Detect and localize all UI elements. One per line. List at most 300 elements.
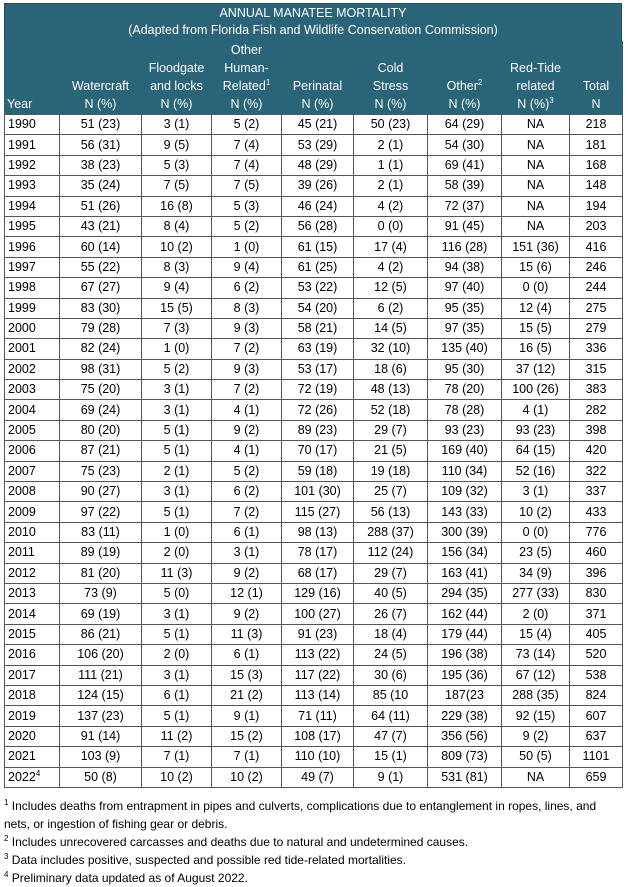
data-cell: 143 (33) (428, 502, 502, 522)
data-cell: 11 (3) (142, 563, 212, 583)
data-cell: 2 (0) (502, 604, 570, 624)
data-cell: 110 (10) (282, 747, 354, 767)
data-cell: 9 (1) (354, 767, 428, 787)
year-cell: 2001 (5, 339, 60, 359)
data-cell: 109 (32) (428, 482, 502, 502)
data-cell: 98 (31) (60, 359, 142, 379)
mortality-table-container (4, 3, 622, 887)
column-header-line: Red-Tide (510, 61, 561, 75)
data-cell: 78 (17) (282, 543, 354, 563)
data-cell: 85 (10 (354, 685, 428, 705)
data-cell: 383 (570, 380, 623, 400)
data-cell: 405 (570, 624, 623, 644)
data-cell: 11 (3) (212, 624, 282, 644)
table-row (5, 359, 623, 379)
data-cell: 356 (56) (428, 726, 502, 746)
data-cell: 607 (570, 706, 623, 726)
year-cell: 1990 (5, 115, 60, 135)
data-cell: 137 (23) (60, 706, 142, 726)
year-cell: 2008 (5, 482, 60, 502)
data-cell: 7 (1) (212, 747, 282, 767)
data-cell: 61 (15) (282, 237, 354, 257)
data-cell: 29 (7) (354, 563, 428, 583)
data-cell: 3 (1) (142, 115, 212, 135)
data-cell: 97 (35) (428, 318, 502, 338)
data-cell: 95 (35) (428, 298, 502, 318)
data-cell: 4 (1) (502, 400, 570, 420)
data-cell: NA (502, 115, 570, 135)
data-cell: 1 (0) (212, 237, 282, 257)
data-cell: 1101 (570, 747, 623, 767)
data-cell: 48 (13) (354, 380, 428, 400)
data-cell: 16 (8) (142, 196, 212, 216)
data-cell: NA (502, 135, 570, 155)
data-cell: 294 (35) (428, 583, 502, 603)
data-cell: 277 (33) (502, 583, 570, 603)
data-cell: 54 (20) (282, 298, 354, 318)
data-cell: 282 (570, 400, 623, 420)
data-cell: 52 (16) (502, 461, 570, 481)
data-cell: 17 (4) (354, 237, 428, 257)
data-cell: 103 (9) (60, 747, 142, 767)
column-header (502, 41, 570, 115)
data-cell: 7 (2) (212, 339, 282, 359)
data-cell: 73 (9) (60, 583, 142, 603)
data-cell: 275 (570, 298, 623, 318)
table-row (5, 604, 623, 624)
data-cell: 78 (28) (428, 400, 502, 420)
column-header (570, 41, 623, 115)
footnote: $^2$ Includes unrecovered carcasses and deaths due to natural and undetermined causes. (4, 833, 469, 849)
year-cell: 1998 (5, 278, 60, 298)
table-row (5, 196, 623, 216)
data-cell: 37 (12) (502, 359, 570, 379)
data-cell: 416 (570, 237, 623, 257)
data-cell: 7 (1) (142, 747, 212, 767)
data-cell: 9 (5) (142, 135, 212, 155)
data-cell: 5 (3) (142, 155, 212, 175)
data-cell: 163 (41) (428, 563, 502, 583)
data-cell: 72 (26) (282, 400, 354, 420)
year-cell: 2011 (5, 543, 60, 563)
data-cell: 396 (570, 563, 623, 583)
data-cell: 7 (4) (212, 135, 282, 155)
data-cell: 6 (2) (354, 298, 428, 318)
data-cell: 0 (0) (502, 522, 570, 542)
data-cell: 18 (6) (354, 359, 428, 379)
table-row (5, 155, 623, 175)
data-cell: 24 (5) (354, 645, 428, 665)
data-cell: 97 (40) (428, 278, 502, 298)
data-cell: 3 (1) (502, 482, 570, 502)
data-cell: 420 (570, 441, 623, 461)
column-header-line: N (%) (160, 97, 193, 111)
data-cell: 12 (5) (354, 278, 428, 298)
data-cell: 21 (5) (354, 441, 428, 461)
data-cell: 6 (1) (212, 522, 282, 542)
data-cell: 9 (1) (212, 706, 282, 726)
data-cell: 538 (570, 665, 623, 685)
data-cell: 2 (1) (354, 135, 428, 155)
data-cell: 80 (20) (60, 420, 142, 440)
year-cell: 2018 (5, 685, 60, 705)
column-header (428, 41, 502, 115)
column-header (354, 41, 428, 115)
data-cell: 91 (14) (60, 726, 142, 746)
data-cell: 70 (17) (282, 441, 354, 461)
table-row (5, 237, 623, 257)
data-cell: NA (502, 176, 570, 196)
data-cell: 8 (4) (142, 216, 212, 236)
data-cell: 5 (2) (212, 216, 282, 236)
data-cell: 3 (1) (212, 543, 282, 563)
column-header (282, 41, 354, 115)
data-cell: 460 (570, 543, 623, 563)
data-cell: 69 (41) (428, 155, 502, 175)
data-cell: 203 (570, 216, 623, 236)
data-cell: 15 (2) (212, 726, 282, 746)
column-header-line: Other (230, 43, 263, 57)
data-cell: 9 (4) (142, 278, 212, 298)
data-cell: 91 (45) (428, 216, 502, 236)
column-header-line: related (516, 79, 555, 93)
data-cell: 433 (570, 502, 623, 522)
data-cell: 15 (4) (502, 624, 570, 644)
column-header (5, 41, 60, 115)
data-cell: 9 (2) (212, 420, 282, 440)
data-cell: 9 (2) (212, 604, 282, 624)
data-cell: 246 (570, 257, 623, 277)
column-header-line: and locks (150, 79, 203, 93)
data-cell: 21 (2) (212, 685, 282, 705)
data-cell: 531 (81) (428, 767, 502, 787)
column-header-line: Human- (224, 61, 269, 75)
column-header-line: N (%) (517, 97, 550, 111)
data-cell: 194 (570, 196, 623, 216)
column-header-line: N (%) (230, 97, 263, 111)
data-cell: 7 (5) (212, 176, 282, 196)
data-cell: 116 (28) (428, 237, 502, 257)
year-cell: 2002 (5, 359, 60, 379)
table-row (5, 461, 623, 481)
data-cell: 72 (19) (282, 380, 354, 400)
year-cell: 1992 (5, 155, 60, 175)
data-cell: 64 (11) (354, 706, 428, 726)
data-cell: 169 (40) (428, 441, 502, 461)
data-cell: 3 (1) (142, 604, 212, 624)
data-cell: 53 (29) (282, 135, 354, 155)
data-cell: 11 (2) (142, 726, 212, 746)
data-cell: 23 (5) (502, 543, 570, 563)
data-cell: 15 (3) (212, 665, 282, 685)
data-cell: 82 (24) (60, 339, 142, 359)
data-cell: 97 (22) (60, 502, 142, 522)
data-cell: 15 (5) (142, 298, 212, 318)
data-cell: 29 (7) (354, 420, 428, 440)
column-header-line: Related (222, 79, 266, 93)
data-cell: 637 (570, 726, 623, 746)
data-cell: 90 (27) (60, 482, 142, 502)
column-header-line: Floodgate (148, 61, 205, 75)
data-cell: 63 (19) (282, 339, 354, 359)
data-cell: 35 (24) (60, 176, 142, 196)
data-cell: 6 (2) (212, 482, 282, 502)
year-cell: 1991 (5, 135, 60, 155)
data-cell: 94 (38) (428, 257, 502, 277)
column-header-line: N (591, 97, 601, 111)
data-cell: 371 (570, 604, 623, 624)
data-cell: 83 (11) (60, 522, 142, 542)
table-row (5, 400, 623, 420)
data-cell: 5 (1) (142, 420, 212, 440)
year-cell: 1996 (5, 237, 60, 257)
data-cell: 98 (13) (282, 522, 354, 542)
footnote: $^1$ Includes deaths from entrapment in pipes and culverts, complications due to entanglement in ropes, lines, and nets, or ingestion of fishing gear or debris. (4, 797, 597, 831)
data-cell: 2 (1) (354, 176, 428, 196)
data-cell: 1 (1) (354, 155, 428, 175)
data-cell: 95 (30) (428, 359, 502, 379)
data-cell: 69 (19) (60, 604, 142, 624)
data-cell: 1 (0) (142, 522, 212, 542)
data-cell: 244 (570, 278, 623, 298)
data-cell: 56 (31) (60, 135, 142, 155)
data-cell: 9 (2) (502, 726, 570, 746)
data-cell: 135 (40) (428, 339, 502, 359)
data-cell: 218 (570, 115, 623, 135)
data-cell: 8 (3) (212, 298, 282, 318)
data-cell: 830 (570, 583, 623, 603)
table-row (5, 583, 623, 603)
table-row (5, 645, 623, 665)
data-cell: 4 (2) (354, 257, 428, 277)
table-row (5, 318, 623, 338)
column-header-line: Watercraft (71, 79, 130, 93)
data-cell: 6 (2) (212, 278, 282, 298)
column-header-line: N (%) (448, 97, 481, 111)
data-cell: 112 (24) (354, 543, 428, 563)
table-row (5, 257, 623, 277)
data-cell: 100 (26) (502, 380, 570, 400)
data-cell: 51 (26) (60, 196, 142, 216)
data-cell: 45 (21) (282, 115, 354, 135)
data-cell: 776 (570, 522, 623, 542)
year-cell: 2012 (5, 563, 60, 583)
data-cell: 47 (7) (354, 726, 428, 746)
data-cell: 91 (23) (282, 624, 354, 644)
table-row (5, 420, 623, 440)
data-cell: 51 (23) (60, 115, 142, 135)
data-cell: 72 (37) (428, 196, 502, 216)
data-cell: 2 (1) (142, 461, 212, 481)
year-cell: 2010 (5, 522, 60, 542)
data-cell: 0 (0) (354, 216, 428, 236)
table-row (5, 482, 623, 502)
data-cell: 5 (1) (142, 706, 212, 726)
data-cell: 315 (570, 359, 623, 379)
data-cell: 78 (20) (428, 380, 502, 400)
data-cell: 86 (21) (60, 624, 142, 644)
data-cell: 73 (14) (502, 645, 570, 665)
column-header-line: N (%) (84, 97, 117, 111)
year-cell: 2000 (5, 318, 60, 338)
year-cell: 2021 (5, 747, 60, 767)
data-cell: 53 (17) (282, 359, 354, 379)
column-header-line: Year (7, 97, 33, 111)
data-cell: 15 (1) (354, 747, 428, 767)
column-header-line: N (%) (301, 97, 334, 111)
data-cell: 60 (14) (60, 237, 142, 257)
year-cell: 2004 (5, 400, 60, 420)
year-cell: 2003 (5, 380, 60, 400)
data-cell: 12 (4) (502, 298, 570, 318)
data-cell: 5 (2) (212, 461, 282, 481)
mortality-table (4, 41, 623, 788)
data-cell: 4 (2) (354, 196, 428, 216)
table-row (5, 563, 623, 583)
data-cell: 48 (29) (282, 155, 354, 175)
data-cell: 300 (39) (428, 522, 502, 542)
column-header-line: Other (446, 79, 478, 93)
data-cell: 129 (16) (282, 583, 354, 603)
table-row (5, 176, 623, 196)
table-row (5, 380, 623, 400)
year-cell: 1995 (5, 216, 60, 236)
year-cell: 1993 (5, 176, 60, 196)
year-cell: 2022$^4$ (5, 767, 60, 787)
table-row (5, 726, 623, 746)
data-cell: 7 (2) (212, 380, 282, 400)
data-cell: 81 (20) (60, 563, 142, 583)
footnote-mark: 1 (265, 77, 271, 87)
data-cell: 115 (27) (282, 502, 354, 522)
data-cell: 69 (24) (60, 400, 142, 420)
data-cell: 187(23 (428, 685, 502, 705)
table-row (5, 747, 623, 767)
data-cell: 92 (15) (502, 706, 570, 726)
data-cell: 162 (44) (428, 604, 502, 624)
data-cell: 15 (5) (502, 318, 570, 338)
data-cell: 6 (1) (142, 685, 212, 705)
data-cell: 39 (26) (282, 176, 354, 196)
year-cell: 2007 (5, 461, 60, 481)
data-cell: 50 (23) (354, 115, 428, 135)
header-row (5, 41, 623, 115)
data-cell: 79 (28) (60, 318, 142, 338)
data-cell: 34 (9) (502, 563, 570, 583)
data-cell: 10 (2) (212, 767, 282, 787)
data-cell: 5 (2) (212, 115, 282, 135)
data-cell: 9 (2) (212, 563, 282, 583)
data-cell: 38 (23) (60, 155, 142, 175)
column-header-line: Total (582, 79, 610, 93)
data-cell: 83 (30) (60, 298, 142, 318)
data-cell: 14 (5) (354, 318, 428, 338)
year-cell: 1997 (5, 257, 60, 277)
data-cell: 89 (19) (60, 543, 142, 563)
data-cell: 5 (1) (142, 502, 212, 522)
table-row (5, 522, 623, 542)
data-cell: 16 (5) (502, 339, 570, 359)
data-cell: 52 (18) (354, 400, 428, 420)
data-cell: 19 (18) (354, 461, 428, 481)
data-cell: 32 (10) (354, 339, 428, 359)
data-cell: 9 (4) (212, 257, 282, 277)
data-cell: 67 (12) (502, 665, 570, 685)
data-cell: 40 (5) (354, 583, 428, 603)
data-cell: 181 (570, 135, 623, 155)
table-title: ANNUAL MANATEE MORTALITY (219, 6, 407, 20)
data-cell: 7 (2) (212, 502, 282, 522)
footnotes (4, 797, 622, 887)
table-row (5, 135, 623, 155)
data-cell: 288 (35) (502, 685, 570, 705)
data-cell: 87 (21) (60, 441, 142, 461)
year-cell: 2013 (5, 583, 60, 603)
data-cell: NA (502, 155, 570, 175)
footnote-mark: 2 (477, 77, 483, 87)
table-row (5, 543, 623, 563)
data-cell: 106 (20) (60, 645, 142, 665)
data-cell: 3 (1) (142, 400, 212, 420)
table-row (5, 624, 623, 644)
data-cell: 75 (23) (60, 461, 142, 481)
data-cell: 59 (18) (282, 461, 354, 481)
footnote-mark: 3 (549, 95, 554, 105)
data-cell: 43 (21) (60, 216, 142, 236)
data-cell: 8 (3) (142, 257, 212, 277)
data-cell: 110 (34) (428, 461, 502, 481)
data-cell: 58 (21) (282, 318, 354, 338)
data-cell: 93 (23) (428, 420, 502, 440)
table-row (5, 685, 623, 705)
data-cell: 64 (29) (428, 115, 502, 135)
data-cell: 18 (4) (354, 624, 428, 644)
data-cell: 179 (44) (428, 624, 502, 644)
data-cell: 26 (7) (354, 604, 428, 624)
data-cell: 824 (570, 685, 623, 705)
data-cell: 337 (570, 482, 623, 502)
year-cell: 1994 (5, 196, 60, 216)
table-row (5, 441, 623, 461)
table-row (5, 298, 623, 318)
column-header-line: Perinatal (292, 79, 343, 93)
data-cell: 10 (2) (142, 237, 212, 257)
data-cell: 113 (14) (282, 685, 354, 705)
data-cell: 151 (36) (502, 237, 570, 257)
data-cell: 124 (15) (60, 685, 142, 705)
year-cell: 2020 (5, 726, 60, 746)
data-cell: 50 (5) (502, 747, 570, 767)
year-cell: 2006 (5, 441, 60, 461)
data-cell: 5 (2) (142, 359, 212, 379)
table-row (5, 115, 623, 135)
column-header (212, 41, 282, 115)
data-cell: 10 (2) (502, 502, 570, 522)
table-subtitle: (Adapted from Florida Fish and Wildlife Conservation Commission) (128, 23, 498, 37)
table-row (5, 339, 623, 359)
data-cell: NA (502, 767, 570, 787)
data-cell: 4 (1) (212, 400, 282, 420)
column-header-line: N (%) (374, 97, 407, 111)
data-cell: 5 (3) (212, 196, 282, 216)
data-cell: 4 (1) (212, 441, 282, 461)
data-cell: 101 (30) (282, 482, 354, 502)
table-row (5, 502, 623, 522)
data-cell: 168 (570, 155, 623, 175)
data-cell: 279 (570, 318, 623, 338)
column-header (142, 41, 212, 115)
data-cell: 520 (570, 645, 623, 665)
